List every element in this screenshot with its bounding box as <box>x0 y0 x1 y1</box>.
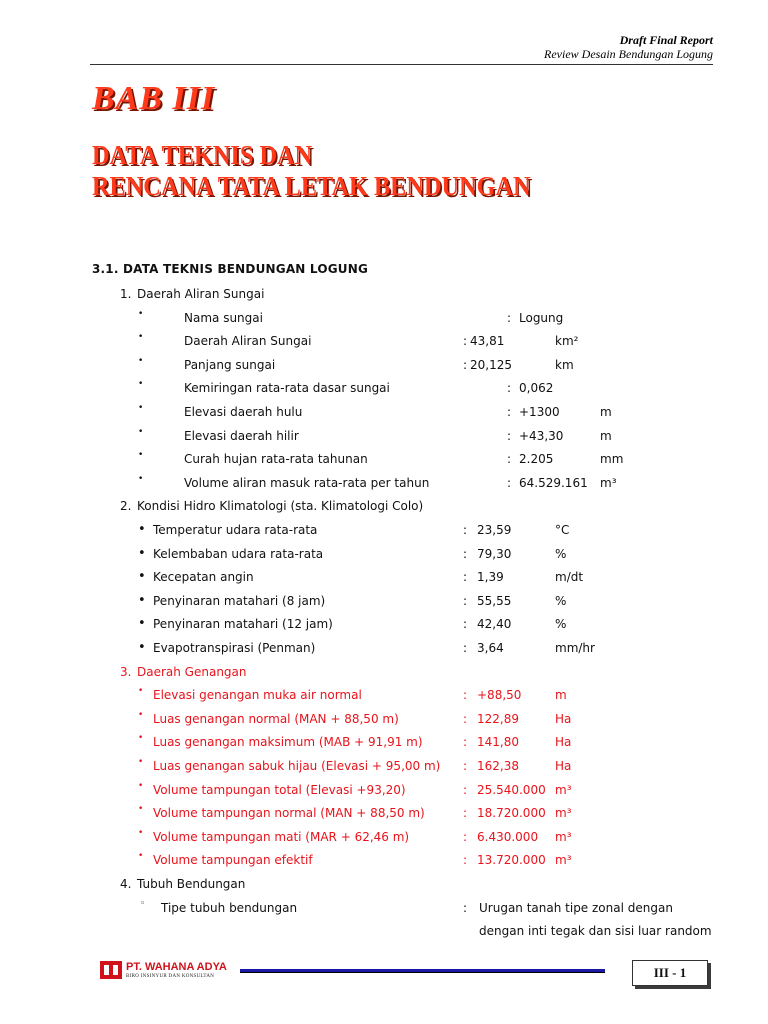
company-tagline: BIRO INSINYUR DAN KONSULTAN <box>126 974 215 979</box>
item-unit: °C <box>555 523 570 537</box>
item-unit: m/dt <box>555 570 584 585</box>
item-label: Curah hujan rata-rata tahunan <box>184 452 368 467</box>
list-item <box>0 710 768 728</box>
bullet-icon: • <box>138 592 146 608</box>
bullet-icon: • <box>138 709 144 720</box>
list-item <box>0 309 768 327</box>
item-label: Temperatur udara rata-rata <box>153 523 318 537</box>
item-label: Luas genangan normal (MAN + 88,50 m) <box>153 711 399 726</box>
item-colon: : <box>463 593 468 608</box>
item-label: Penyinaran matahari (12 jam) <box>153 617 333 632</box>
list-heading <box>0 285 768 303</box>
item-colon: : <box>463 523 468 537</box>
item-colon: : <box>463 829 468 844</box>
bullet-icon: • <box>138 569 146 585</box>
bullet-icon: • <box>138 640 146 655</box>
item-value: 1,39 <box>477 570 504 585</box>
list-number: 1. <box>120 287 132 301</box>
bullet-icon: • <box>138 827 144 838</box>
item-unit: km² <box>555 334 579 349</box>
item-unit: m <box>555 688 567 703</box>
list-heading-label: Kondisi Hidro Klimatologi (sta. Klimatologi Colo) <box>137 499 424 514</box>
item-label: Kemiringan rata-rata dasar sungai <box>184 381 390 396</box>
bullet-icon: • <box>138 473 144 484</box>
bullet-icon: • <box>138 332 144 343</box>
list-item <box>0 592 768 610</box>
item-unit: km <box>555 357 574 372</box>
item-label: Penyinaran matahari (8 jam) <box>153 593 326 608</box>
list-item <box>0 568 768 586</box>
header-title: Draft Final Report <box>619 33 713 47</box>
bullet-icon: • <box>138 780 144 791</box>
item-unit: mm <box>600 452 624 467</box>
list-item <box>0 686 768 704</box>
item-value: +88,50 <box>477 688 522 703</box>
item-value: 18.720.000 <box>477 806 546 821</box>
item-colon: : <box>507 475 512 490</box>
item-value: 25.540.000 <box>477 782 546 797</box>
bullet-icon: • <box>138 379 144 390</box>
item-label: Luas genangan maksimum (MAB + 91,91 m) <box>153 735 423 750</box>
item-colon: : <box>463 546 468 561</box>
item-label: Daerah Aliran Sungai <box>184 334 312 349</box>
chapter-title-line2: RENCANA TATA LETAK BENDUNGAN <box>92 171 531 201</box>
bullet-icon: • <box>138 733 144 744</box>
header-divider <box>90 64 713 65</box>
item-colon: : <box>507 428 512 443</box>
item-value: 42,40 <box>477 617 512 632</box>
item-label: Kecepatan angin <box>153 570 254 585</box>
item-value: 13.720.000 <box>477 853 546 868</box>
list-item <box>0 379 768 397</box>
item-unit: m³ <box>555 829 572 844</box>
list-heading <box>0 497 768 515</box>
list-item <box>0 356 768 374</box>
item-colon: : <box>463 688 468 703</box>
item-unit: Ha <box>555 735 572 750</box>
list-heading <box>0 663 768 681</box>
item-colon: : <box>463 782 468 797</box>
item-value: 162,38 <box>477 759 519 773</box>
item-label: Volume tampungan normal (MAN + 88,50 m) <box>153 806 425 821</box>
item-label: Volume tampungan efektif <box>153 853 313 868</box>
item-colon: : <box>463 900 468 915</box>
item-value: Urugan tanah tipe zonal dengan <box>479 900 673 915</box>
item-value: 64.529.161 <box>519 475 588 490</box>
item-colon: : <box>463 735 468 750</box>
item-colon: : <box>463 617 468 632</box>
item-value: Logung <box>519 310 564 325</box>
item-colon: : <box>507 310 512 325</box>
page-number: III - 1 <box>632 960 708 986</box>
bullet-icon: • <box>138 355 144 366</box>
item-colon: : <box>507 452 512 467</box>
list-item <box>0 427 768 445</box>
bullet-icon: • <box>138 686 144 697</box>
item-value: 55,55 <box>477 593 512 608</box>
bullet-icon: • <box>138 522 146 537</box>
item-colon: : <box>463 759 468 773</box>
item-label: Tipe tubuh bendungan <box>161 900 298 915</box>
item-unit: % <box>555 546 567 561</box>
item-colon: : <box>507 381 512 396</box>
list-item <box>0 403 768 421</box>
item-colon: : <box>463 334 468 349</box>
item-unit: % <box>555 593 567 608</box>
bullet-icon: • <box>138 450 144 461</box>
list-item <box>0 757 768 775</box>
list-item <box>0 781 768 799</box>
item-value: 2.205 <box>519 452 554 467</box>
bullet-icon: • <box>138 545 146 561</box>
list-number: 3. <box>120 664 132 679</box>
bullet-icon: • <box>138 804 144 815</box>
item-unit: m <box>600 428 612 443</box>
bullet-icon: • <box>138 757 144 767</box>
header-subtitle: Review Desain Bendungan Logung <box>544 47 713 61</box>
item-value: +43,30 <box>519 428 564 443</box>
item-value-continued: dengan inti tegak dan sisi luar random <box>479 924 712 939</box>
list-heading-label: Daerah Genangan <box>137 664 247 679</box>
item-unit: m³ <box>555 806 572 821</box>
item-colon: : <box>463 853 468 868</box>
item-value: 20,125 <box>470 357 512 372</box>
list-item <box>0 851 768 869</box>
bullet-icon: • <box>138 426 144 437</box>
chapter-title-line1: DATA TEKNIS DAN <box>92 140 313 170</box>
chapter-title <box>92 140 531 202</box>
item-unit: mm/hr <box>555 641 595 655</box>
list-item <box>0 474 768 492</box>
item-value: 0,062 <box>519 381 554 396</box>
item-colon: : <box>463 641 468 655</box>
bullet-icon: • <box>138 308 144 319</box>
item-unit: Ha <box>555 711 572 726</box>
bullet-icon: • <box>138 851 144 862</box>
list-item <box>0 639 768 657</box>
item-unit: % <box>555 617 567 632</box>
list-item <box>0 615 768 633</box>
item-unit: m <box>600 405 612 419</box>
list-heading <box>0 875 768 893</box>
item-colon: : <box>507 405 512 419</box>
item-label: Volume aliran masuk rata-rata per tahun <box>184 475 430 490</box>
item-label: Elevasi daerah hilir <box>184 428 299 443</box>
list-heading-label: Daerah Aliran Sungai <box>137 287 265 301</box>
item-value: 122,89 <box>477 711 519 726</box>
item-value: 6.430.000 <box>477 829 539 844</box>
list-item <box>0 450 768 468</box>
list-number: 2. <box>120 499 132 514</box>
item-value: +1300 <box>519 405 560 419</box>
list-number: 4. <box>120 877 132 891</box>
chapter-label: BAB III <box>92 80 216 117</box>
company-logo-icon <box>100 961 122 979</box>
list-item <box>0 545 768 563</box>
item-value: 3,64 <box>477 641 504 655</box>
item-label: Nama sungai <box>184 310 263 325</box>
list-item <box>0 733 768 751</box>
item-label: Volume tampungan total (Elevasi +93,20) <box>153 782 406 797</box>
item-label: Luas genangan sabuk hijau (Elevasi + 95,00 m) <box>153 759 441 773</box>
item-label: Panjang sungai <box>184 357 276 372</box>
item-value: 43,81 <box>470 334 505 349</box>
item-unit: m³ <box>555 782 572 797</box>
item-value: 79,30 <box>477 546 512 561</box>
item-label: Volume tampungan mati (MAR + 62,46 m) <box>153 829 410 844</box>
company-logo <box>100 961 227 981</box>
list-item <box>0 804 768 822</box>
item-value: 141,80 <box>477 735 519 750</box>
item-unit: m³ <box>600 475 617 490</box>
list-heading-label: Tubuh Bendungan <box>137 877 246 891</box>
item-label: Elevasi genangan muka air normal <box>153 688 362 703</box>
report-header <box>544 33 713 61</box>
list-item <box>0 922 768 940</box>
item-colon: : <box>463 357 468 372</box>
item-label: Kelembaban udara rata-rata <box>153 546 324 561</box>
bullet-icon: • <box>138 616 146 632</box>
item-label: Evapotranspirasi (Penman) <box>153 641 316 655</box>
item-unit: m³ <box>555 853 572 868</box>
item-colon: : <box>463 570 468 585</box>
list-item <box>0 899 768 917</box>
item-label: Elevasi daerah hulu <box>184 405 303 419</box>
company-name: PT. WAHANA ADYA <box>126 961 227 973</box>
footer-divider <box>240 969 605 973</box>
item-colon: : <box>463 806 468 821</box>
item-colon: : <box>463 711 468 726</box>
list-item <box>0 521 768 539</box>
bullet-icon: ◦ <box>140 898 146 909</box>
item-unit: Ha <box>555 759 572 773</box>
list-item <box>0 332 768 350</box>
item-value: 23,59 <box>477 523 512 537</box>
list-item <box>0 828 768 846</box>
section-title: 3.1. DATA TEKNIS BENDUNGAN LOGUNG <box>92 262 369 276</box>
bullet-icon: • <box>138 403 144 413</box>
